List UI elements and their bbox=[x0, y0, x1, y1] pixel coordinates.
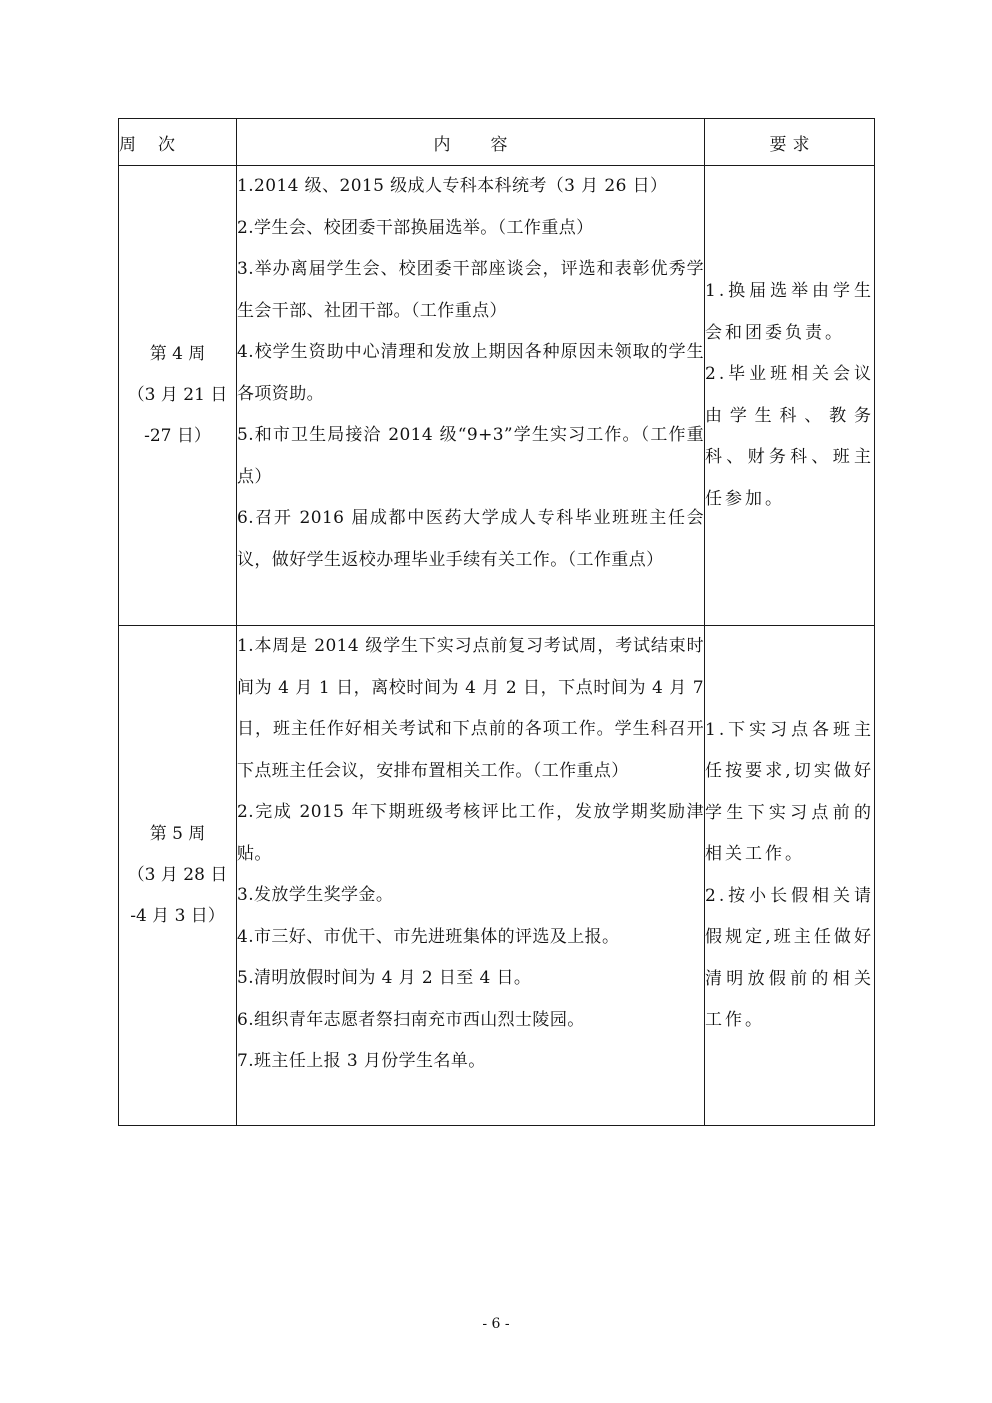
week-label: 第 5 周 bbox=[149, 824, 206, 844]
header-week: 周 次 bbox=[119, 119, 237, 166]
requirement-item: 2.按小长假相关请假规定,班主任做好清明放假前的相关工作。 bbox=[705, 885, 874, 1030]
table-row bbox=[119, 626, 875, 1126]
week-date-range: （3 月 21 日 bbox=[127, 385, 228, 405]
table-row bbox=[119, 166, 875, 626]
table-header-row bbox=[119, 119, 875, 166]
content-cell bbox=[237, 166, 705, 626]
content-item: 3.举办离届学生会、校团委干部座谈会，评选和表彰优秀学生会干部、社团干部。（工作重点） bbox=[237, 259, 704, 321]
requirement-item: 1.下实习点各班主任按要求,切实做好学生下实习点前的相关工作。 bbox=[705, 719, 874, 864]
week-cell bbox=[119, 166, 237, 626]
week-label: 第 4 周 bbox=[149, 344, 206, 364]
weekly-plan-table bbox=[118, 118, 875, 1126]
requirement-cell bbox=[705, 626, 875, 1126]
header-requirement: 要 求 bbox=[705, 119, 875, 166]
week-cell bbox=[119, 626, 237, 1126]
requirement-item: 2.毕业班相关会议由学生科、教务科、财务科、班主任参加。 bbox=[705, 364, 874, 509]
content-item: 7.班主任上报 3 月份学生名单。 bbox=[237, 1051, 486, 1071]
week-date-range-end: -27 日） bbox=[144, 426, 211, 446]
content-item: 6.组织青年志愿者祭扫南充市西山烈士陵园。 bbox=[237, 1009, 585, 1030]
content-item: 1.本周是 2014 级学生下实习点前复习考试周，考试结束时间为 4 月 1 日，离校时间为 4 月 2 日，下点时间为 4 月 7 日，班主任作好相关考试和下点前的各项工作。学生科召开下点班主任会议，安排布置相关工作。（工作重点） bbox=[237, 636, 704, 781]
content-item: 4.市三好、市优干、市先进班集体的评选及上报。 bbox=[237, 926, 620, 947]
requirement-cell bbox=[705, 166, 875, 626]
content-item: 2.学生会、校团委干部换届选举。（工作重点） bbox=[237, 217, 594, 238]
content-item: 4.校学生资助中心清理和发放上期因各种原因未领取的学生各项资助。 bbox=[237, 342, 704, 404]
content-cell bbox=[237, 626, 705, 1126]
content-item: 3.发放学生奖学金。 bbox=[237, 885, 394, 905]
content-item: 5.清明放假时间为 4 月 2 日至 4 日。 bbox=[237, 968, 532, 988]
week-date-range: （3 月 28 日 bbox=[127, 865, 228, 885]
header-content: 内 容 bbox=[237, 119, 705, 166]
content-item: 2.完成 2015 年下期班级考核评比工作，发放学期奖励津贴。 bbox=[237, 802, 704, 864]
requirement-item: 1.换届选举由学生会和团委负责。 bbox=[705, 281, 874, 343]
content-item: 1.2014 级、2015 级成人专科本科统考（3 月 26 日） bbox=[237, 176, 668, 196]
content-item: 5.和市卫生局接洽 2014 级“9+3”学生实习工作。（工作重点） bbox=[237, 425, 704, 487]
content-item: 6.召开 2016 届成都中医药大学成人专科毕业班班主任会议，做好学生返校办理毕业手续有关工作。（工作重点） bbox=[237, 508, 704, 570]
page-number: - 6 - bbox=[482, 1316, 510, 1332]
week-date-range-end: -4 月 3 日） bbox=[130, 906, 225, 926]
